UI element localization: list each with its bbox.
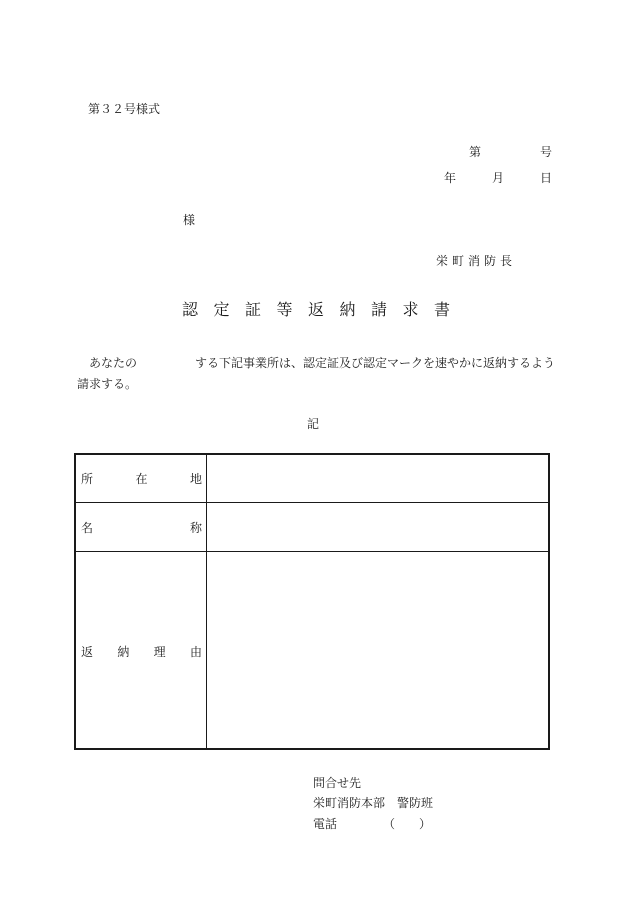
label-reason <box>81 643 202 660</box>
contact-heading: 問合せ先 <box>313 776 362 790</box>
document-number-suffix: 号 <box>540 145 553 159</box>
body-line-2: 請求する。 <box>77 377 138 391</box>
label-location <box>81 470 202 487</box>
contact-phone <box>313 818 431 830</box>
document-number-prefix: 第 <box>469 145 482 159</box>
document-title: 認定証等返納請求書 <box>182 300 466 319</box>
addressee-suffix: 様 <box>183 213 196 227</box>
label-name <box>81 519 202 536</box>
label-cell-name <box>76 503 207 551</box>
table-row-location <box>76 455 548 503</box>
label-char: 地 <box>189 472 202 486</box>
table-row-reason <box>76 552 548 750</box>
date-year: 年 <box>444 171 457 185</box>
table-row-name <box>76 503 548 552</box>
label-char: 返 <box>81 644 94 659</box>
body-line1-end: する下記事業所は、認定証及び認定マークを速やかに返納するよう <box>195 356 556 370</box>
phone-label: 電話 <box>313 817 338 831</box>
label-char: 名 <box>81 520 94 535</box>
body-line-1 <box>77 353 557 374</box>
date-day: 日 <box>540 171 553 185</box>
label-char: 称 <box>189 520 202 535</box>
sender: 栄町消防長 <box>436 254 517 268</box>
value-cell-reason[interactable] <box>207 552 548 750</box>
label-char: 所 <box>81 472 94 486</box>
contact-department: 栄町消防本部 警防班 <box>313 796 434 810</box>
label-char: 納 <box>117 644 130 659</box>
ki-heading: 記 <box>307 417 320 431</box>
label-char: 理 <box>153 644 166 659</box>
value-cell-location[interactable] <box>207 455 548 502</box>
label-char: 由 <box>189 644 202 659</box>
label-char: 在 <box>135 472 148 486</box>
label-cell-reason <box>76 552 207 750</box>
label-cell-location <box>76 455 207 502</box>
date-month: 月 <box>492 171 505 185</box>
value-cell-name[interactable] <box>207 503 548 551</box>
body-text <box>77 353 557 395</box>
details-table <box>74 453 550 750</box>
form-number: 第３２号様式 <box>88 102 161 116</box>
phone-parens: （ ） <box>383 817 432 831</box>
body-line1-start: あなたの <box>89 356 138 370</box>
